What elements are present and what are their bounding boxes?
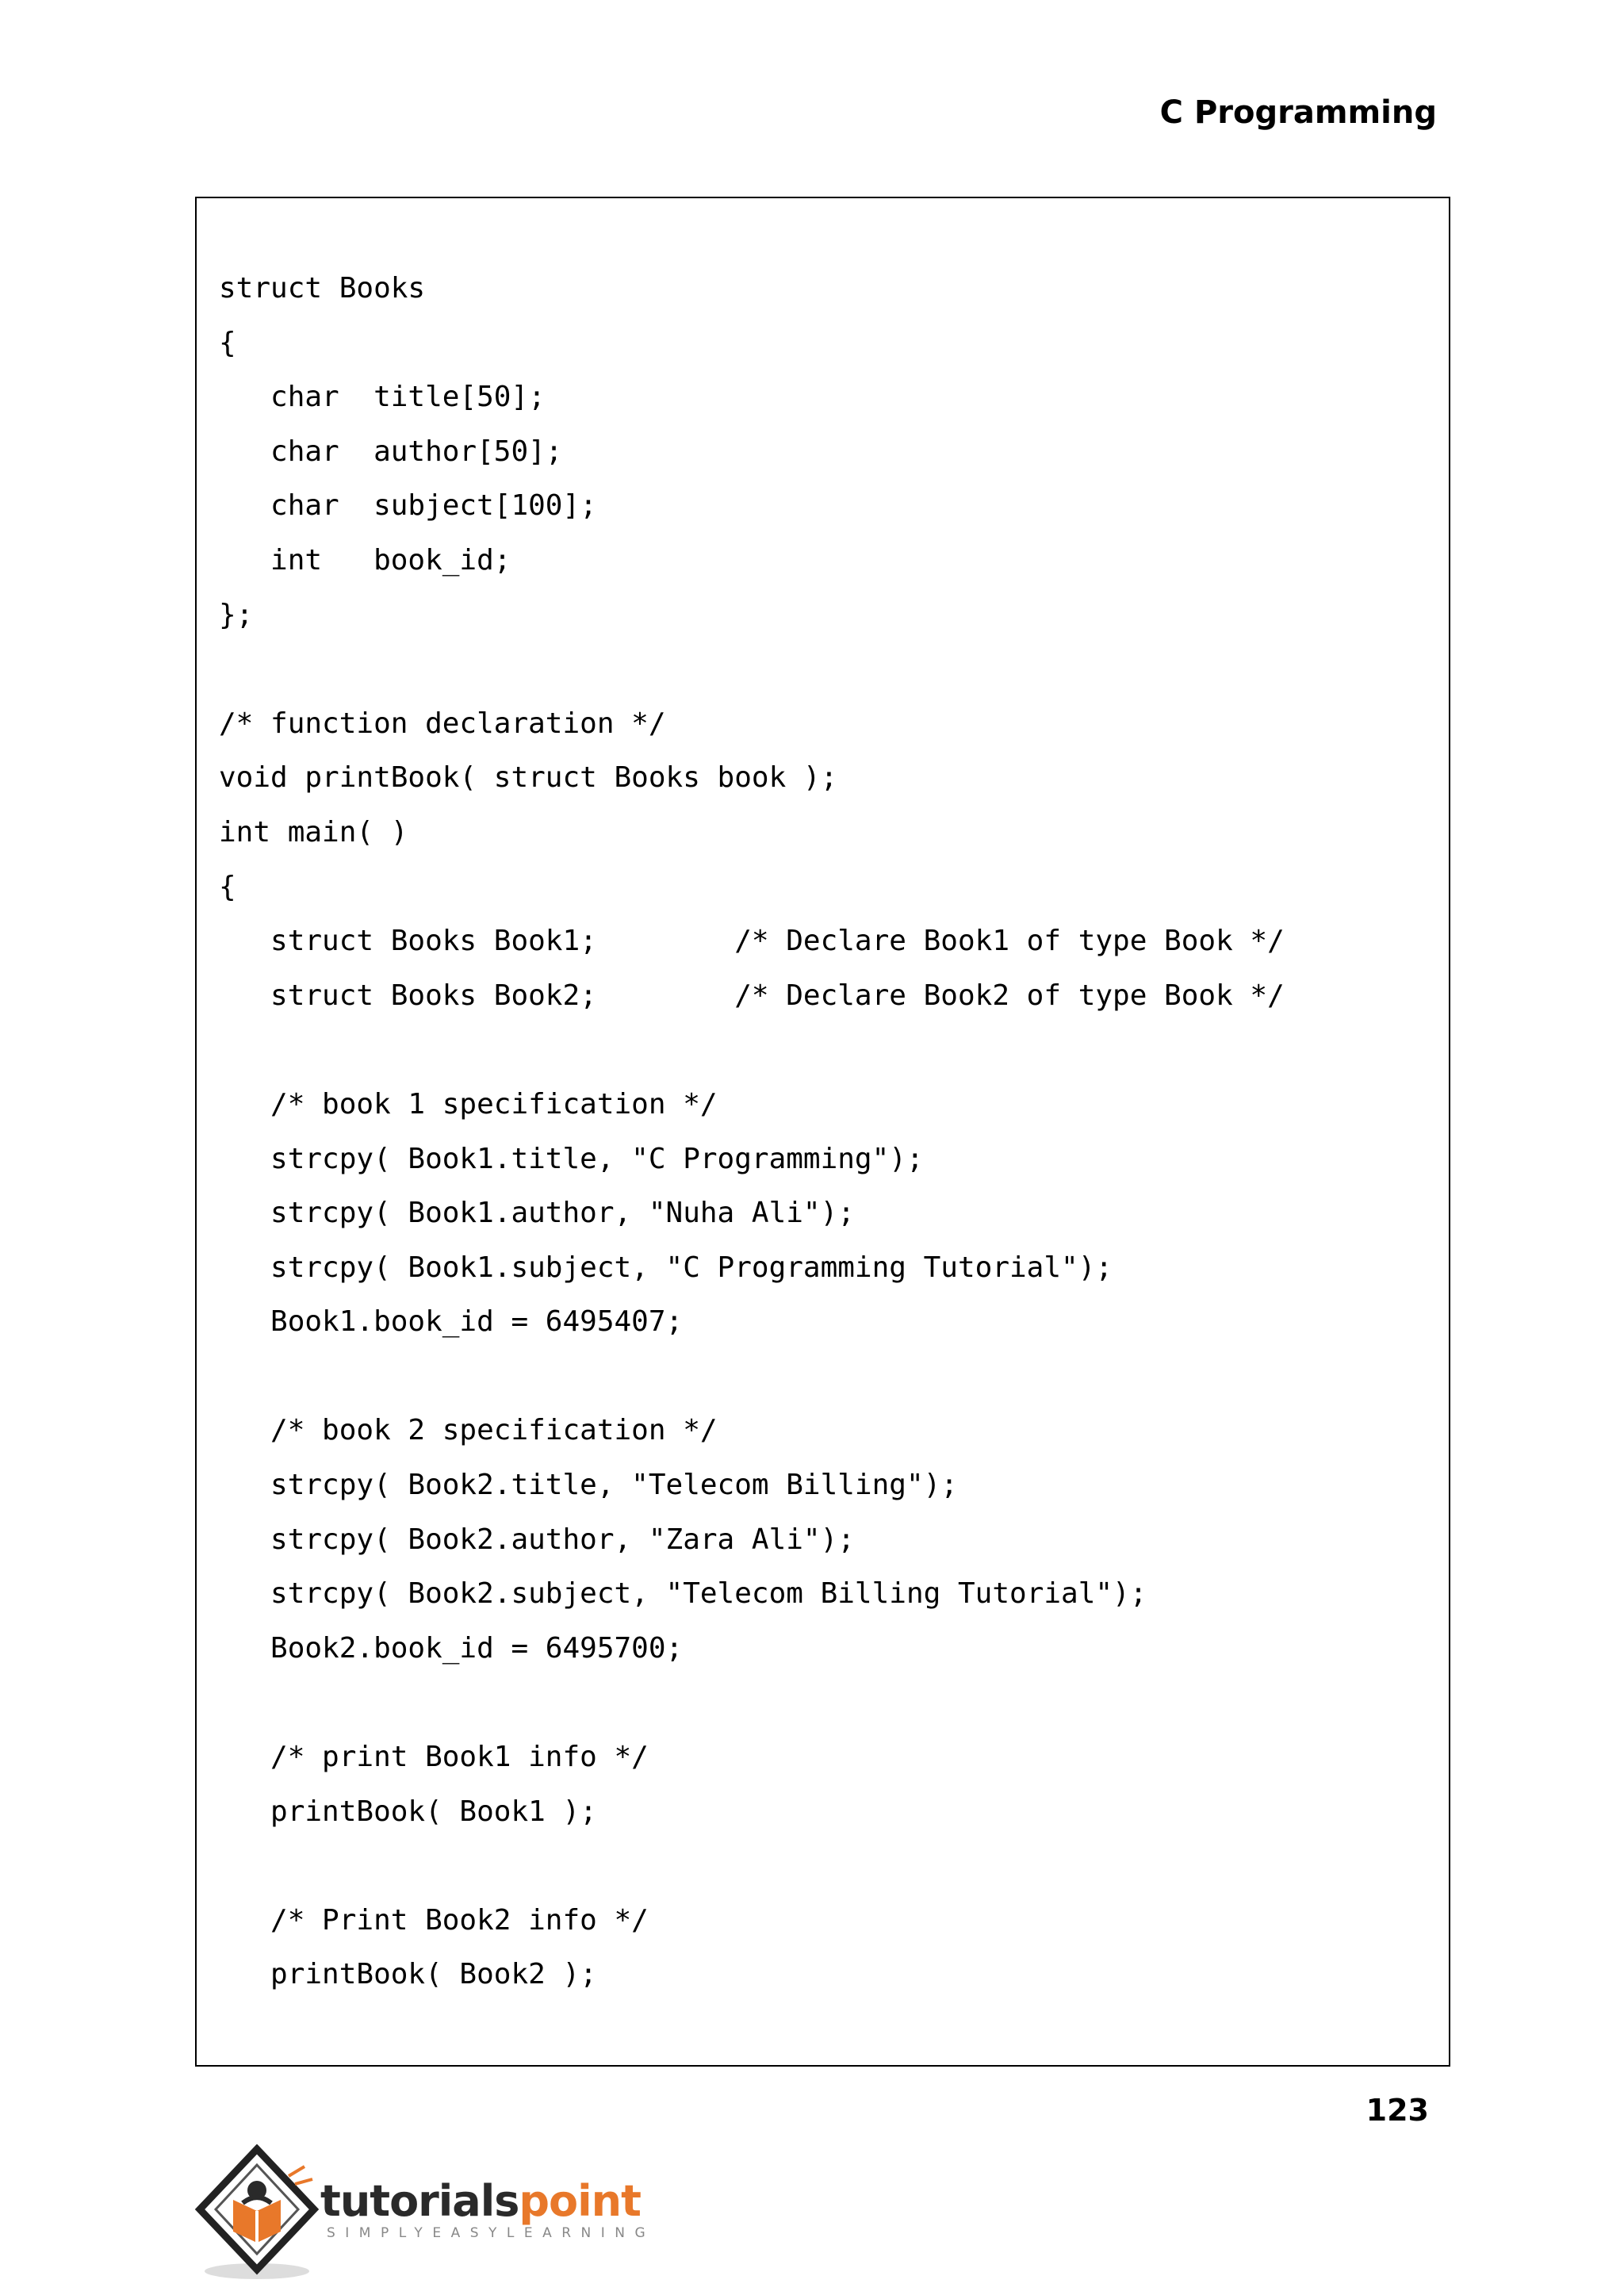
code-line: int book_id; [219,543,511,577]
code-line: char title[50]; [219,381,546,414]
code-line: char author[50]; [219,435,563,468]
code-line: strcpy( Book2.title, "Telecom Billing"); [219,1469,958,1502]
code-line: { [219,870,236,903]
code-line: /* function declaration */ [219,707,666,740]
code-line: printBook( Book2 ); [219,1958,597,1991]
page-number: 123 [1365,2093,1429,2128]
code-line: struct Books Book1; /* Declare Book1 of type Book */ [219,925,1285,958]
code-line: struct Books [219,272,426,305]
code-line: /* Print Book2 info */ [219,1903,649,1937]
code-line: strcpy( Book1.subject, "C Programming Tutorial"); [219,1251,1113,1284]
code-line: /* book 1 specification */ [219,1087,718,1121]
page-header-title: C Programming [1159,94,1437,131]
code-line: Book2.book_id = 6495700; [219,1631,684,1665]
code-line: /* print Book1 info */ [219,1741,649,1774]
code-line: strcpy( Book1.author, "Nuha Ali"); [219,1197,855,1230]
code-block [195,197,1450,2067]
code-line: Book1.book_id = 6495407; [219,1305,684,1339]
code-line: struct Books Book2; /* Declare Book2 of type Book */ [219,979,1285,1012]
logo-word-tutorials: tutorials [320,2176,519,2226]
code-line [219,642,1285,697]
logo-wordmark [320,2178,641,2225]
code-line: printBook( Book1 ); [219,1795,597,1828]
code-line [219,1023,1285,1078]
code-line: char subject[100]; [219,489,597,523]
code-line: strcpy( Book2.author, "Zara Ali"); [219,1523,855,1556]
code-line: /* book 2 specification */ [219,1414,718,1447]
code-line [219,1839,1285,1894]
code-line [219,1676,1285,1730]
code-line: void printBook( struct Books book ); [219,761,838,795]
tutorialspoint-logo [193,2144,656,2287]
code-line: strcpy( Book2.subject, "Telecom Billing Tutorial"); [219,1577,1147,1611]
code-listing [219,262,1285,2002]
logo-tagline: SIMPLYEASYLEARNING [327,2225,656,2241]
code-line: }; [219,598,254,631]
logo-diamond-icon [193,2144,320,2287]
logo-word-point: point [519,2176,641,2226]
code-line: strcpy( Book1.title, "C Programming"); [219,1142,924,1175]
code-line: int main( ) [219,815,408,849]
code-line: { [219,326,236,359]
code-line [219,1350,1285,1404]
